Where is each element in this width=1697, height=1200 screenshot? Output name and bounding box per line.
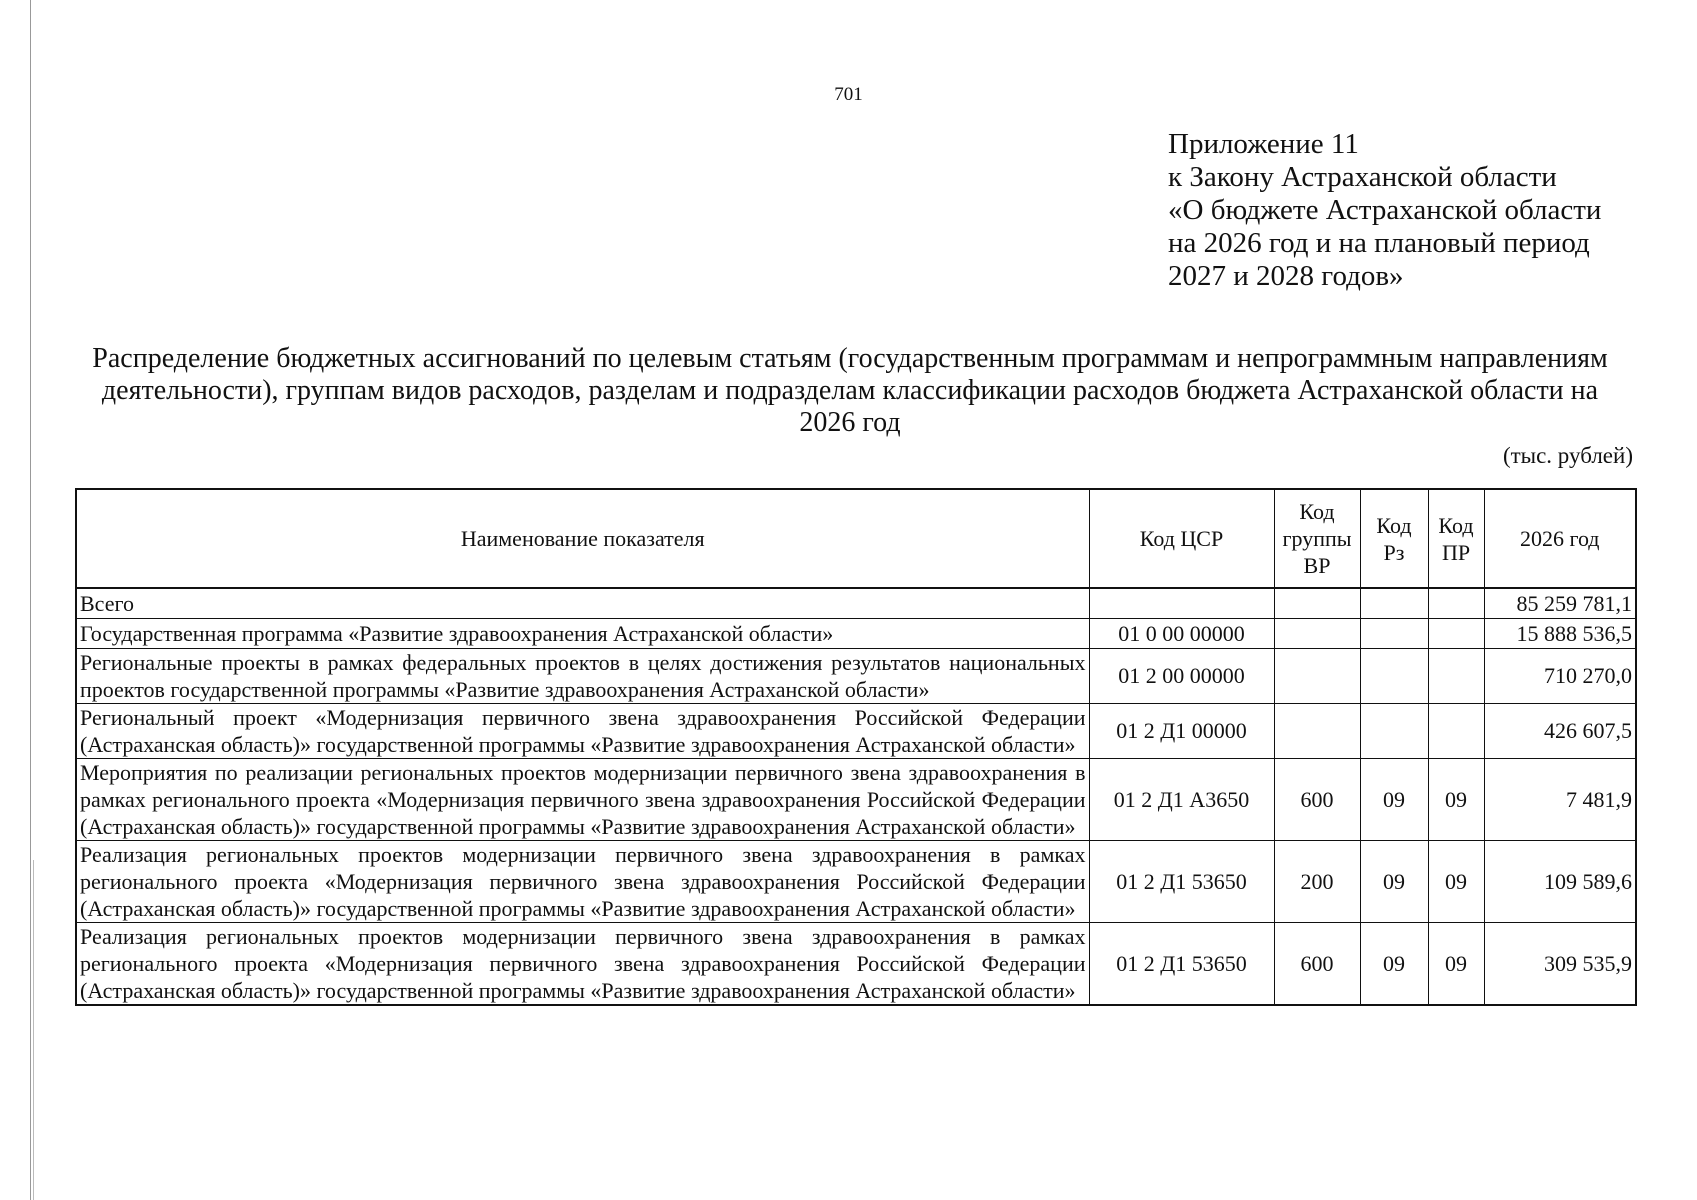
row-vr: 600 xyxy=(1274,923,1360,1006)
table-row xyxy=(76,841,1636,923)
row-csr: 01 2 Д1 53650 xyxy=(1089,841,1274,923)
row-amount: 710 270,0 xyxy=(1484,649,1636,704)
row-pr xyxy=(1428,588,1484,619)
title-line: деятельности), группам видов расходов, разделам и подразделам классификации расходов бюджета Астраханской области на xyxy=(101,375,1599,406)
row-vr xyxy=(1274,588,1360,619)
header-pr: Код ПР xyxy=(1428,489,1484,588)
row-rz xyxy=(1360,588,1428,619)
header-year: 2026 год xyxy=(1484,489,1636,588)
row-csr: 01 2 Д1 00000 xyxy=(1089,704,1274,759)
header-csr: Код ЦСР xyxy=(1089,489,1274,588)
appendix-line: «О бюджете Астраханской области xyxy=(1168,194,1602,226)
row-csr: 01 2 Д1 А3650 xyxy=(1089,759,1274,841)
table-header-row xyxy=(76,489,1636,588)
table-row xyxy=(76,759,1636,841)
row-csr: 01 2 Д1 53650 xyxy=(1089,923,1274,1006)
budget-table xyxy=(75,488,1637,1006)
row-name: Реализация региональных проектов модернизации первичного звена здравоохранения в рамках регионального проекта «Модернизация первичного звена здравоохранения Российской Федерации (Астраханская область)» государственной программы «Развитие здравоохранения Астраханской области» xyxy=(76,841,1089,923)
scan-edge-line xyxy=(33,860,34,1200)
row-name: Региональные проекты в рамках федеральных проектов в целях достижения результатов национальных проектов государственной программы «Развитие здравоохранения Астраханской области» xyxy=(76,649,1089,704)
row-amount: 7 481,9 xyxy=(1484,759,1636,841)
header-vr: Код группы ВР xyxy=(1274,489,1360,588)
row-rz: 09 xyxy=(1360,841,1428,923)
row-pr: 09 xyxy=(1428,759,1484,841)
row-name: Государственная программа «Развитие здравоохранения Астраханской области» xyxy=(76,619,1089,649)
row-vr xyxy=(1274,619,1360,649)
row-name: Всего xyxy=(76,588,1089,619)
header-rz: Код Рз xyxy=(1360,489,1428,588)
row-pr: 09 xyxy=(1428,841,1484,923)
row-rz xyxy=(1360,704,1428,759)
appendix-line: к Закону Астраханской области xyxy=(1168,161,1557,193)
row-amount: 109 589,6 xyxy=(1484,841,1636,923)
appendix-line: на 2026 год и на плановый период xyxy=(1168,227,1590,259)
row-pr xyxy=(1428,704,1484,759)
appendix-line: Приложение 11 xyxy=(1168,128,1359,160)
table-row xyxy=(76,649,1636,704)
row-name: Региональный проект «Модернизация первичного звена здравоохранения Российской Федерации (Астраханская область)» государственной программы «Развитие здравоохранения Астраханской области» xyxy=(76,704,1089,759)
page-number: 701 xyxy=(834,84,863,105)
table-row xyxy=(76,588,1636,619)
scan-edge-line xyxy=(30,0,31,1200)
row-pr: 09 xyxy=(1428,923,1484,1006)
row-vr xyxy=(1274,704,1360,759)
row-csr: 01 2 00 00000 xyxy=(1089,649,1274,704)
row-rz xyxy=(1360,649,1428,704)
row-name: Реализация региональных проектов модернизации первичного звена здравоохранения в рамках регионального проекта «Модернизация первичного звена здравоохранения Российской Федерации (Астраханская область)» государственной программы «Развитие здравоохранения Астраханской области» xyxy=(76,923,1089,1006)
row-amount: 85 259 781,1 xyxy=(1484,588,1636,619)
row-csr: 01 0 00 00000 xyxy=(1089,619,1274,649)
row-amount: 309 535,9 xyxy=(1484,923,1636,1006)
row-amount: 426 607,5 xyxy=(1484,704,1636,759)
header-name: Наименование показателя xyxy=(76,489,1089,588)
appendix-line: 2027 и 2028 годов» xyxy=(1168,260,1404,292)
row-amount: 15 888 536,5 xyxy=(1484,619,1636,649)
table-row xyxy=(76,619,1636,649)
title-line: Распределение бюджетных ассигнований по целевым статьям (государственным программам и непрограммным направлениям xyxy=(92,343,1608,374)
row-vr: 600 xyxy=(1274,759,1360,841)
table-row xyxy=(76,923,1636,1006)
row-vr xyxy=(1274,649,1360,704)
title-line: 2026 год xyxy=(799,407,901,438)
row-name: Мероприятия по реализации региональных проектов модернизации первичного звена здравоохранения в рамках регионального проекта «Модернизация первичного звена здравоохранения Российской Федерации (Астраханская область)» государственной программы «Развитие здравоохранения Астраханской области» xyxy=(76,759,1089,841)
appendix-block xyxy=(1168,128,1601,293)
row-pr xyxy=(1428,619,1484,649)
row-rz: 09 xyxy=(1360,759,1428,841)
row-pr xyxy=(1428,649,1484,704)
row-rz xyxy=(1360,619,1428,649)
row-vr: 200 xyxy=(1274,841,1360,923)
row-rz: 09 xyxy=(1360,923,1428,1006)
document-title xyxy=(70,343,1630,439)
row-csr xyxy=(1089,588,1274,619)
table-row xyxy=(76,704,1636,759)
units-label: (тыс. рублей) xyxy=(1502,443,1633,468)
